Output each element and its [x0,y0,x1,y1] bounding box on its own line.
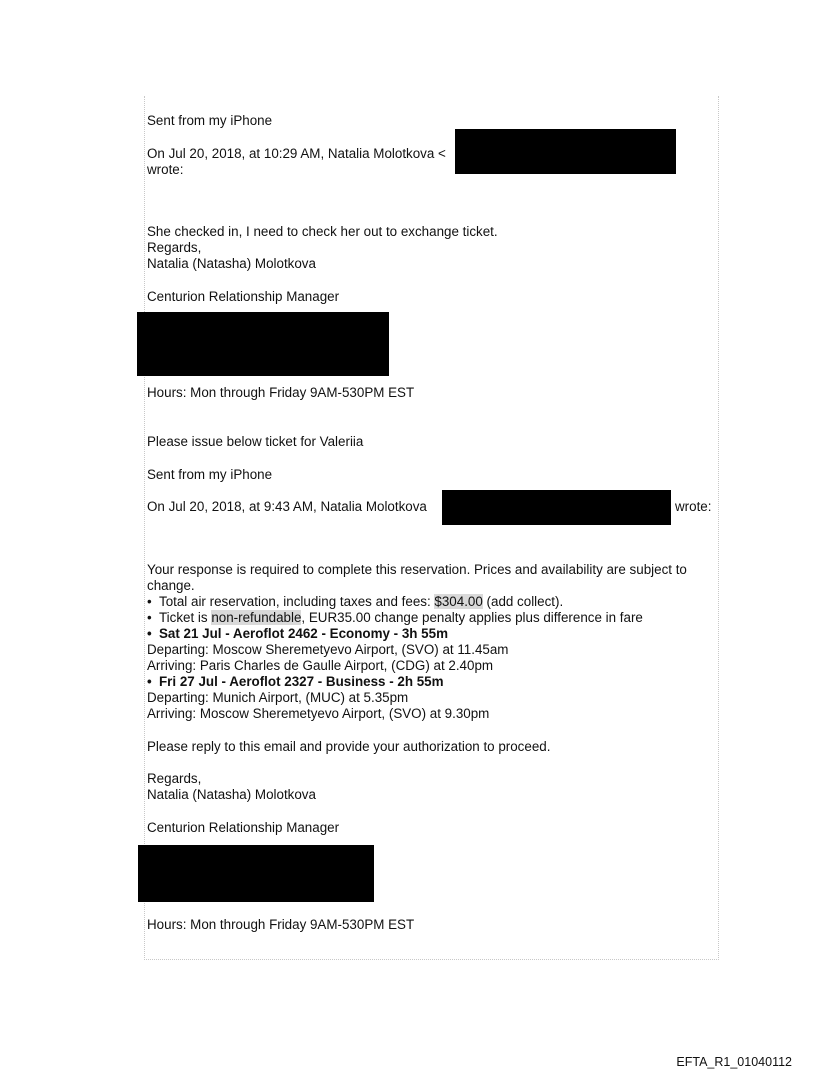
flight-2-title [147,674,444,690]
redaction-block [137,312,389,376]
flight-1-title [147,626,448,642]
signature-title: Centurion Relationship Manager [147,289,340,304]
redaction-block [138,845,374,902]
signature-name: Natalia (Natasha) Molotkova [147,256,316,271]
flight-1-title-text: Sat 21 Jul - Aeroflot 2462 - Economy - 3h 55m [159,626,448,641]
message-line: Please issue below ticket for Valeriia [147,434,364,449]
message-line: She checked in, I need to check her out to exchange ticket. [147,224,498,239]
total-label: Total air reservation, including taxes and fees: [159,594,435,609]
total-amount: $304.00 [434,594,483,609]
signature-title: Centurion Relationship Manager [147,820,340,835]
reply-header-2-wrote: wrote: [675,499,712,514]
ticket-status: non-refundable [211,610,302,625]
bullet-mark: • [147,610,152,625]
redaction-block [455,129,676,174]
signature-hours: Hours: Mon through Friday 9AM-530PM EST [147,917,415,932]
sent-from-line: Sent from my iPhone [147,113,273,128]
sent-from-line: Sent from my iPhone [147,467,273,482]
bullet-mark: • [147,674,152,689]
reply-request: Please reply to this email and provide your authorization to proceed. [147,739,551,754]
bullet-total [147,594,563,610]
bullet-ticket [147,610,643,626]
redaction-block [442,490,671,525]
ticket-penalty: , EUR35.00 change penalty applies plus difference in fare [301,610,643,625]
flight-2-depart: Departing: Munich Airport, (MUC) at 5.35pm [147,690,409,705]
bullet-mark: • [147,626,152,641]
reply-header-2-prefix: On Jul 20, 2018, at 9:43 AM, Natalia Molotkova [147,499,427,514]
reservation-intro-cont: change. [147,578,195,593]
total-suffix: (add collect). [482,594,564,609]
signature-name: Natalia (Natasha) Molotkova [147,787,316,802]
flight-1-depart: Departing: Moscow Sheremetyevo Airport, (SVO) at 11.45am [147,642,509,657]
reply-header-1-prefix: On Jul 20, 2018, at 10:29 AM, Natalia Molotkova < [147,146,446,161]
reply-header-1-wrote: wrote: [147,162,184,177]
document-id: EFTA_R1_01040112 [676,1055,792,1069]
signature-regards: Regards, [147,240,202,255]
bullet-mark: • [147,594,152,609]
flight-2-arrive: Arriving: Moscow Sheremetyevo Airport, (SVO) at 9.30pm [147,706,490,721]
signature-regards: Regards, [147,771,202,786]
ticket-label: Ticket is [159,610,212,625]
flight-1-arrive: Arriving: Paris Charles de Gaulle Airport, (CDG) at 2.40pm [147,658,494,673]
signature-hours: Hours: Mon through Friday 9AM-530PM EST [147,385,415,400]
reservation-intro: Your response is required to complete this reservation. Prices and availability are subject to [147,562,687,577]
flight-2-title-text: Fri 27 Jul - Aeroflot 2327 - Business - 2h 55m [159,674,444,689]
